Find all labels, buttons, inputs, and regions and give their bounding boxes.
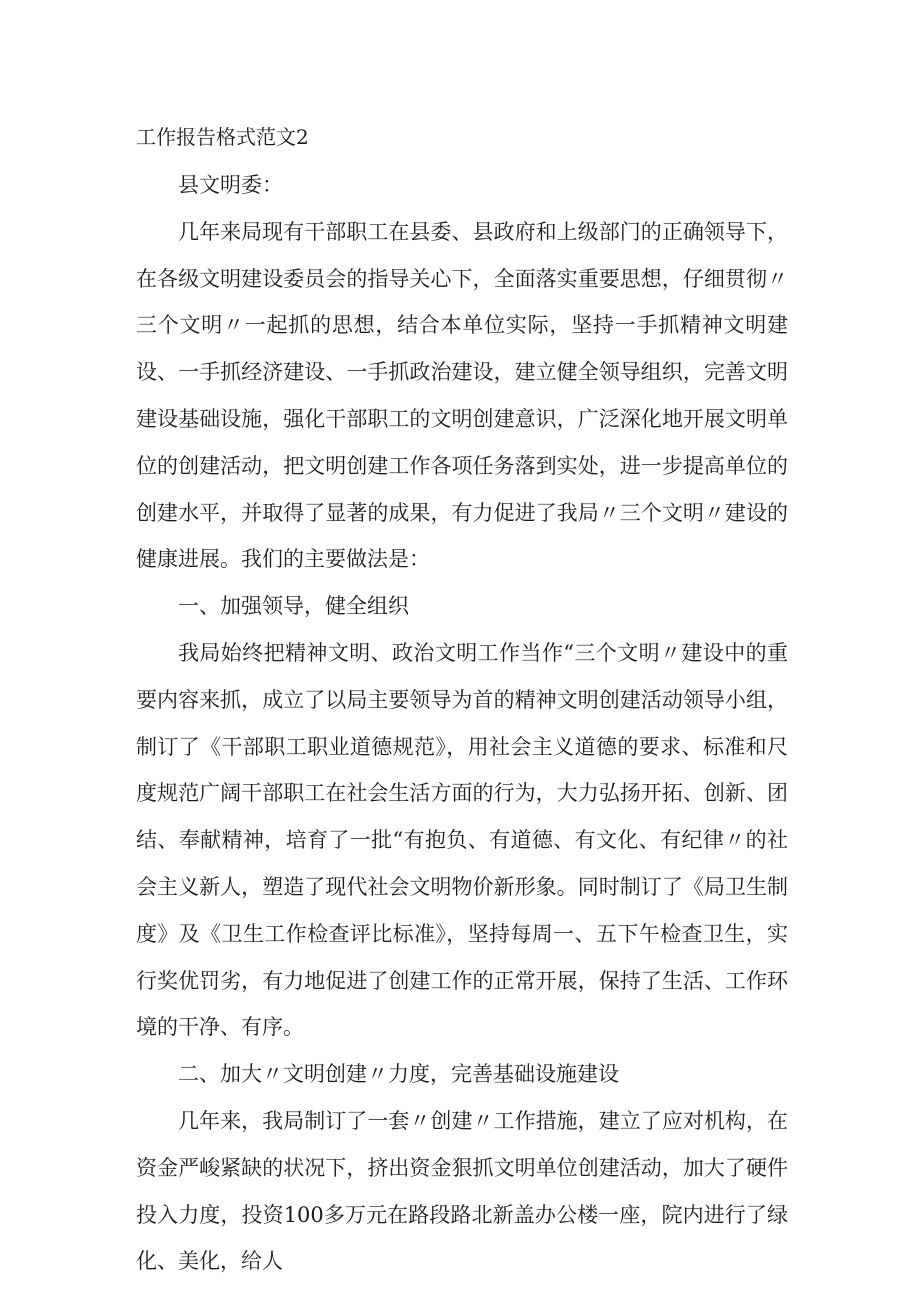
section-heading-1: 一、加强领导，健全组织 — [178, 594, 409, 619]
body-paragraph-section-1: 我局始终把精神文明、政治文明工作当作“三个文明〃建设中的重要内容来抓，成立了以局主要领导为首的精神文明创建活动领导小组，制订了《干部职工职业道德规范》，用社会主义道德的要求、标准和尺度规范广阔干部职工在社会生活方面的行为，大力弘扬开拓、创新、团结、奉献精神，培育了一批“有抱负、有道德、有文化、有纪律〃的社会主义新人，塑造了现代社会文明物价新形象。同时制订了《局卫生制度》及《卫生工作检查评比标准》，坚持每周一、五下午检查卫生，实行奖优罚劣，有力地促进了创建工作的正常开展，保持了生活、工作环境的干净、有序。 — [136, 640, 788, 1040]
document-title: 工作报告格式范文2 — [136, 125, 309, 149]
body-paragraph-section-2: 几年来，我局制订了一套〃创建〃工作措施，建立了应对机构，在资金严峻紧缺的状况下，挤出资金狠抓文明单位创建活动，加大了硬件投入力度，投资100多万元在路段路北新盖办公楼一座，院内进行了绿化、美化，给人 — [136, 1108, 788, 1274]
section-heading-2: 二、加大〃文明创建〃力度，完善基础设施建设 — [178, 1062, 619, 1087]
body-paragraph-intro: 几年来局现有干部职工在县委、县政府和上级部门的正确领导下，在各级文明建设委员会的指导关心下，全面落实重要思想，仔细贯彻〃三个文明〃一起抓的思想，结合本单位实际，坚持一手抓精神文明建设、一手抓经济建设、一手抓政治建设，建立健全领导组织，完善文明建设基础设施，强化干部职工的文明创建意识，广泛深化地开展文明单位的创建活动，把文明创建工作各项任务落到实处，进一步提高单位的创建水平，并取得了显著的成果，有力促进了我局〃三个文明〃建设的健康进展。我们的主要做法是： — [136, 219, 788, 572]
document-body — [136, 162, 788, 1285]
salutation: 县文明委： — [178, 173, 283, 197]
